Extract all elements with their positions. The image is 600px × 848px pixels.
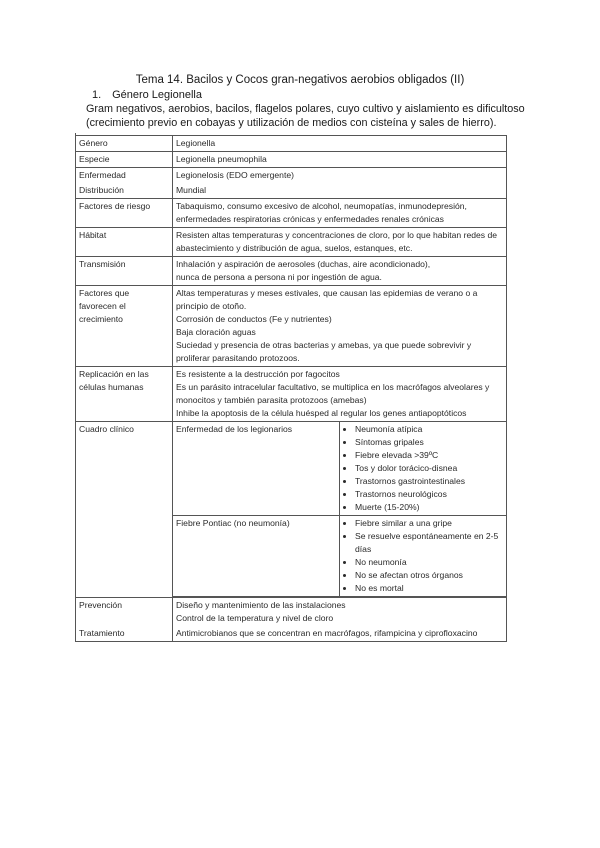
- value-line: Inhibe la apoptosis de la célula huésped al regular los genes antiapoptóticos: [176, 408, 467, 418]
- table-row: [76, 257, 507, 286]
- row-value: [173, 286, 507, 367]
- list-item: • No neumonía: [355, 556, 503, 569]
- row-label: Hábitat: [76, 228, 173, 257]
- list-item: • Trastornos neurológicos: [355, 488, 503, 501]
- row-label: Factores que favorecen el crecimiento: [76, 286, 173, 367]
- symptom-list: [343, 517, 503, 595]
- row-value: Legionella pneumophila: [173, 152, 507, 168]
- table-row: [76, 367, 507, 422]
- list-item: • Fiebre elevada >39ºC: [355, 449, 503, 462]
- row-value: [173, 367, 507, 422]
- value-line: Corrosión de conductos (Fe y nutrientes): [176, 314, 332, 324]
- row-value: Antimicrobianos que se concentran en macrófagos, rifampicina y ciprofloxacino: [173, 626, 507, 642]
- row-value: Legionella: [173, 136, 507, 152]
- heading-number: 1.: [92, 89, 102, 101]
- value-line: Es resistente a la destrucción por fagocitos: [176, 369, 340, 379]
- value-line: Control de la temperatura y nivel de cloro: [176, 613, 334, 623]
- list-item: • No se afectan otros órganos: [355, 569, 503, 582]
- row-label: Replicación en las células humanas: [76, 367, 173, 422]
- row-label: Tratamiento: [76, 626, 173, 642]
- row-value: [173, 257, 507, 286]
- list-item: • No es mortal: [355, 582, 503, 595]
- table-row: [76, 168, 507, 184]
- row-value: [173, 598, 507, 627]
- row-label: Género: [76, 136, 173, 152]
- table-row: [76, 183, 507, 199]
- row-label: Transmisión: [76, 257, 173, 286]
- value-line: nunca de persona a persona ni por ingestión de agua.: [176, 272, 382, 282]
- list-item: • Síntomas gripales: [355, 436, 503, 449]
- table-row: [76, 286, 507, 367]
- clinical-subtable-cell: [173, 422, 507, 598]
- value-line: Diseño y mantenimiento de las instalaciones: [176, 600, 346, 610]
- table-row: [76, 136, 507, 152]
- disease-row: [173, 516, 506, 597]
- row-label: Prevención: [76, 598, 173, 627]
- symptom-list-cell: [340, 422, 507, 516]
- intro-paragraph: Gram negativos, aerobios, bacilos, flagelos polares, cuyo cultivo y aislamiento es dificultoso (crecimiento previo en cobayas y utilización de medios con cisteína y sales de hierro).: [86, 103, 525, 129]
- value-line: Inhalación y aspiración de aerosoles (duchas, aire acondicionado),: [176, 259, 431, 269]
- row-label: Cuadro clínico: [76, 422, 173, 598]
- row-value: Resisten altas temperaturas y concentraciones de cloro, por lo que habitan redes de abastecimiento y distribución de agua, suelos, estanques, etc.: [173, 228, 507, 257]
- table-row: [76, 152, 507, 168]
- symptom-list: [343, 423, 503, 514]
- row-label: Enfermedad: [76, 168, 173, 184]
- row-value: Legionelosis (EDO emergente): [176, 170, 294, 180]
- symptom-list-cell: [340, 516, 507, 597]
- legionella-table: [75, 135, 507, 642]
- row-value: Mundial: [173, 183, 507, 199]
- clinical-subtable: [173, 422, 506, 597]
- heading-text: Género Legionella: [112, 89, 202, 101]
- disease-name: Enfermedad de los legionarios: [173, 422, 340, 516]
- value-line: Altas temperaturas y meses estivales, que causan las epidemias de verano o a principio de otoño.: [176, 288, 478, 311]
- section-heading: [92, 89, 202, 101]
- list-item: • Neumonía atípica: [355, 423, 503, 436]
- document-title: Tema 14. Bacilos y Cocos gran-negativos aerobios obligados (II): [135, 74, 465, 86]
- table-row: [76, 626, 507, 642]
- disease-row: [173, 422, 506, 516]
- table-row: [76, 228, 507, 257]
- table-row: [76, 598, 507, 627]
- disease-name: Fiebre Pontiac (no neumonía): [173, 516, 340, 597]
- value-line: Es un parásito intracelular facultativo, se multiplica en los macrófagos alveolares y monocitos y también parasita protozoos (amebas): [176, 382, 490, 405]
- list-item: • Tos y dolor torácico-disnea: [355, 462, 503, 475]
- table-row: [76, 199, 507, 228]
- list-item: • Trastornos gastrointestinales: [355, 475, 503, 488]
- table-row: [76, 422, 507, 598]
- list-item: • Muerte (15-20%): [355, 501, 503, 514]
- list-item: • Se resuelve espontáneamente en 2-5 días: [355, 530, 503, 556]
- row-value: Tabaquismo, consumo excesivo de alcohol, neumopatías, inmunodepresión, enfermedades respiratorias crónicas y enfermedades renales crónicas: [173, 199, 507, 228]
- row-label: Factores de riesgo: [76, 199, 173, 228]
- list-item: • Fiebre similar a una gripe: [355, 517, 503, 530]
- row-label: Especie: [76, 152, 173, 168]
- row-label: Distribución: [76, 183, 173, 199]
- value-line: Suciedad y presencia de otras bacterias y amebas, ya que puede sobrevivir y proliferar parasitando protozoos.: [176, 340, 472, 363]
- value-line: Baja cloración aguas: [176, 327, 256, 337]
